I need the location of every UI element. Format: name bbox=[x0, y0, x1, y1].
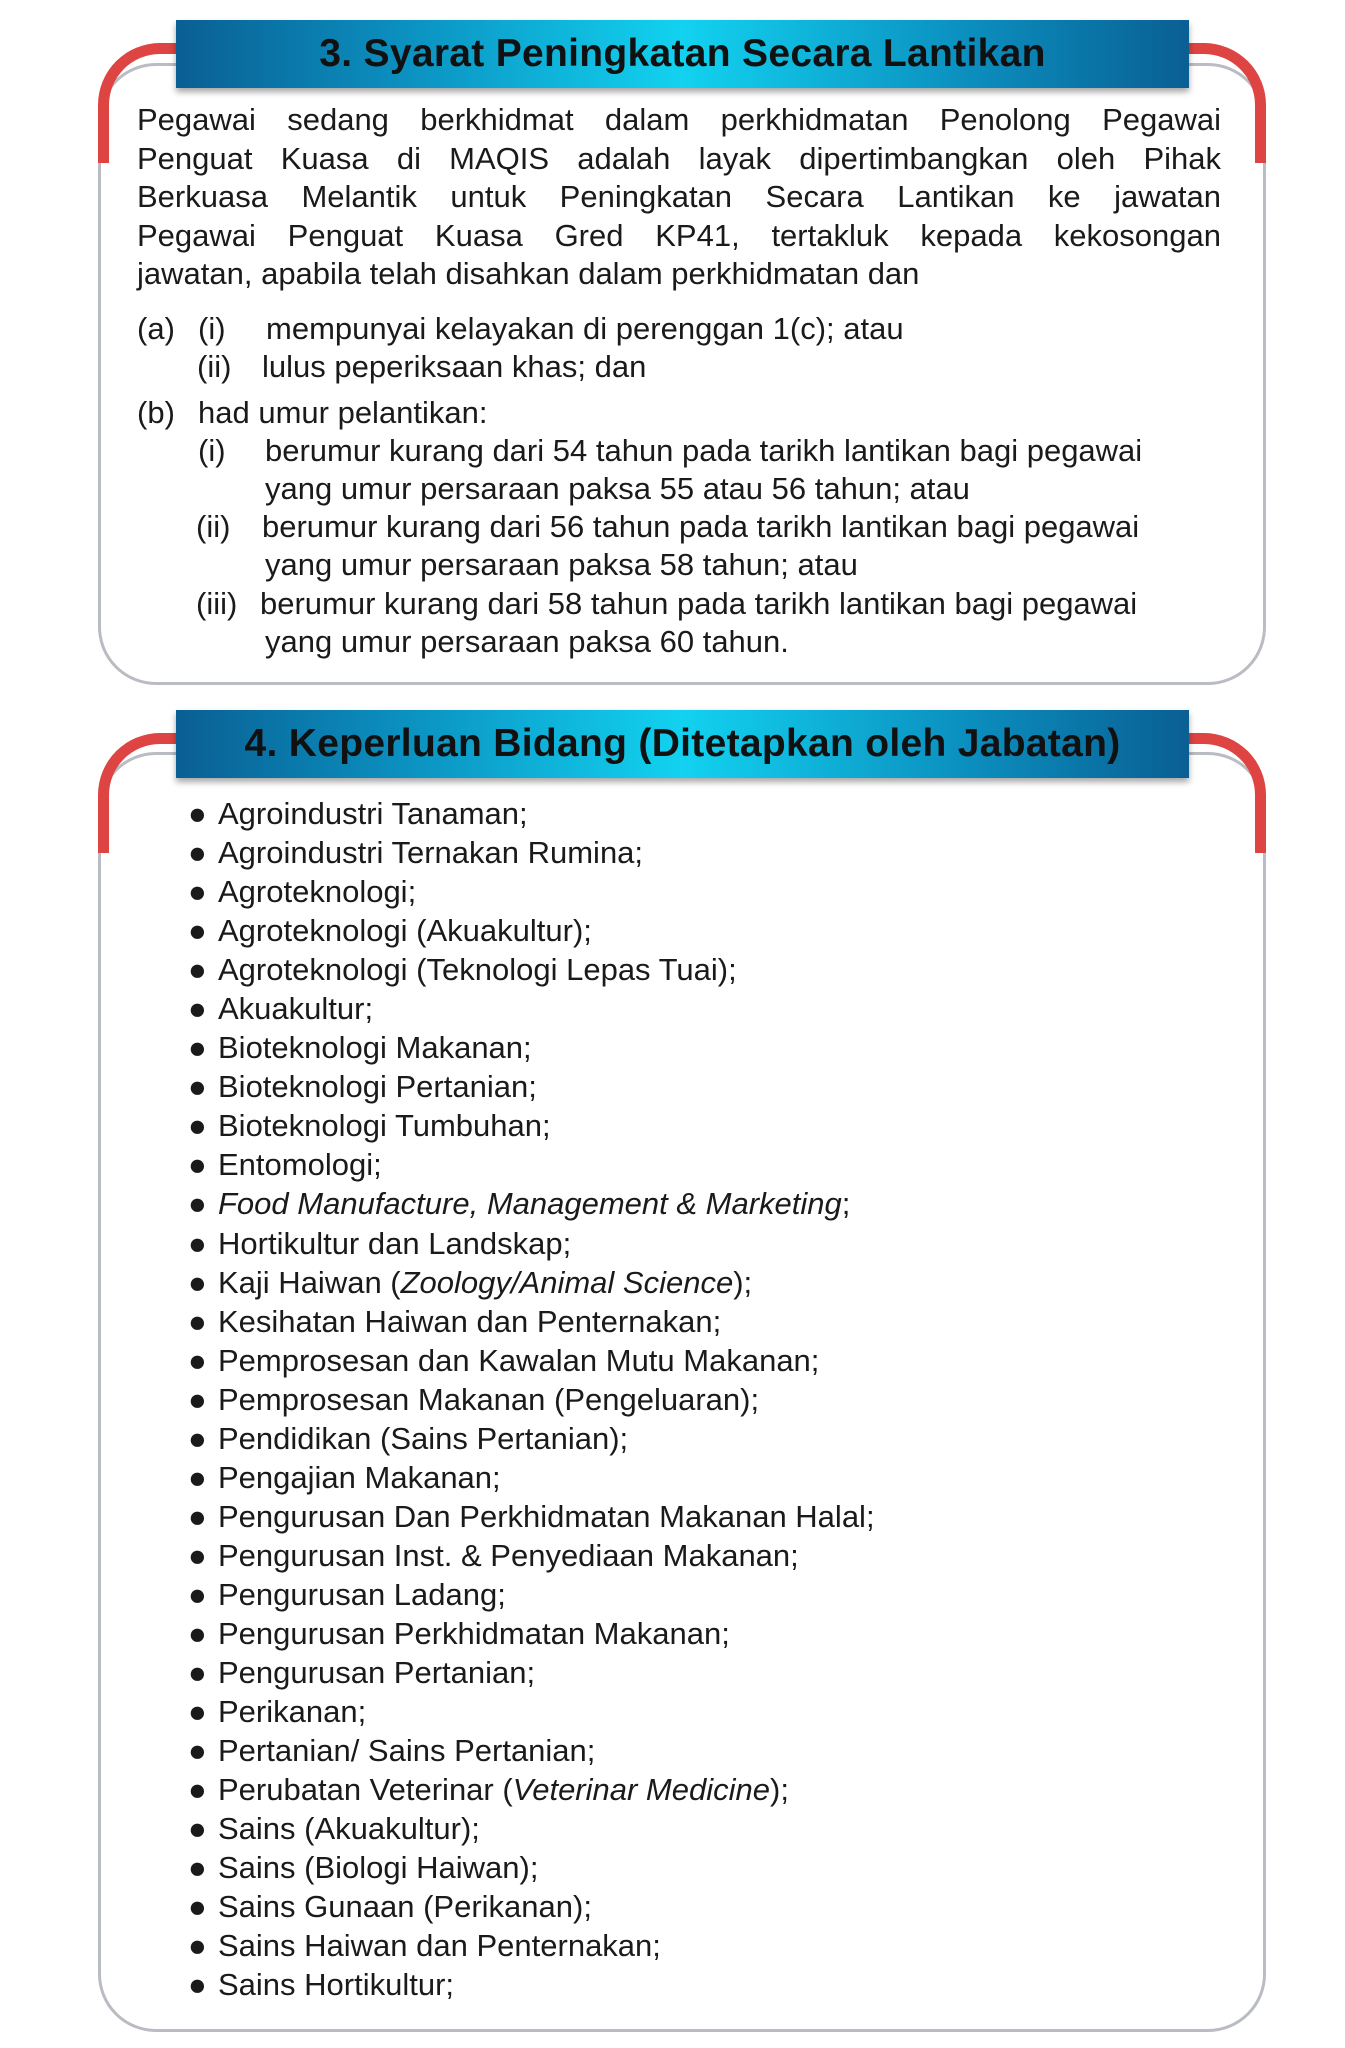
list-item-label: Pengurusan Pertanian; bbox=[218, 1655, 536, 1691]
intro-line: Pegawai sedang berkhidmat dalam perkhidmatan Penolong Pegawai bbox=[137, 102, 1221, 137]
list-item bbox=[188, 1106, 875, 1145]
list-item-label: Kesihatan Haiwan dan Penternakan; bbox=[218, 1303, 722, 1339]
section-3-intro bbox=[137, 101, 1221, 294]
bullet-icon: ● bbox=[188, 1655, 207, 1691]
clause-a-i-text: mempunyai kelayakan di perenggan 1(c); atau bbox=[266, 311, 904, 346]
clause-b-ii-label: (ii) bbox=[196, 509, 231, 544]
list-item bbox=[188, 1145, 875, 1184]
list-item bbox=[188, 794, 875, 833]
bullet-icon: ● bbox=[188, 1030, 207, 1066]
list-item bbox=[188, 1887, 875, 1926]
list-item-label: Pertanian/ Sains Pertanian; bbox=[218, 1733, 596, 1769]
list-item bbox=[188, 950, 875, 989]
list-item-label: Bioteknologi Tumbuhan; bbox=[218, 1108, 551, 1144]
list-item-label: Food Manufacture, Management & Marketing; bbox=[218, 1186, 851, 1222]
list-item-label: Perikanan; bbox=[218, 1694, 367, 1730]
clause-a-label: (a) bbox=[137, 311, 175, 346]
field-requirements-list bbox=[188, 794, 875, 2004]
list-item bbox=[188, 1341, 875, 1380]
list-item bbox=[188, 1692, 875, 1731]
section-3-title: 3. Syarat Peningkatan Secara Lantikan bbox=[176, 20, 1189, 88]
list-item bbox=[188, 989, 875, 1028]
list-item-label: Agroindustri Tanaman; bbox=[218, 796, 528, 831]
list-item bbox=[188, 1497, 875, 1536]
list-item-label: Pengurusan Ladang; bbox=[218, 1576, 506, 1612]
list-item-label: Bioteknologi Makanan; bbox=[218, 1030, 532, 1066]
list-item bbox=[188, 1067, 875, 1106]
bullet-icon: ● bbox=[188, 835, 207, 871]
list-item-label: Agroteknologi; bbox=[218, 874, 417, 910]
list-item bbox=[188, 1302, 875, 1341]
list-item bbox=[188, 1380, 875, 1419]
list-item bbox=[188, 1028, 875, 1067]
list-item bbox=[188, 1770, 875, 1809]
list-item-label: Pengurusan Dan Perkhidmatan Makanan Halal; bbox=[218, 1498, 875, 1534]
list-item bbox=[188, 833, 875, 872]
clause-b-label: (b) bbox=[137, 395, 175, 430]
bullet-icon: ● bbox=[188, 1928, 207, 1964]
clause-b-iii-line2: yang umur persaraan paksa 60 tahun. bbox=[265, 624, 789, 659]
list-item-label: Akuakultur; bbox=[218, 991, 374, 1027]
clause-b-iii-label: (iii) bbox=[196, 586, 238, 621]
clause-a-ii-text: lulus peperiksaan khas; dan bbox=[262, 349, 647, 384]
bullet-icon: ● bbox=[188, 1576, 207, 1612]
bullet-icon: ● bbox=[188, 874, 207, 910]
list-item bbox=[188, 1419, 875, 1458]
list-item-label: Pengurusan Inst. & Penyediaan Makanan; bbox=[218, 1537, 799, 1573]
list-item-label: Sains Gunaan (Perikanan); bbox=[218, 1889, 592, 1925]
clause-b-iii-line1: berumur kurang dari 58 tahun pada tarikh lantikan bagi pegawai bbox=[260, 586, 1138, 621]
list-item bbox=[188, 1184, 875, 1223]
clause-b-i-line2: yang umur persaraan paksa 55 atau 56 tahun; atau bbox=[265, 471, 970, 506]
list-item bbox=[188, 872, 875, 911]
list-item bbox=[188, 1848, 875, 1887]
list-item-label: Bioteknologi Pertanian; bbox=[218, 1069, 537, 1105]
list-item bbox=[188, 1575, 875, 1614]
bullet-icon: ● bbox=[188, 1303, 207, 1339]
intro-line: Berkuasa Melantik untuk Peningkatan Secara Lantikan ke jawatan bbox=[137, 179, 1221, 214]
bullet-icon: ● bbox=[188, 1967, 207, 2003]
bullet-icon: ● bbox=[188, 1459, 207, 1495]
bullet-icon: ● bbox=[188, 952, 207, 988]
list-item-label: Sains Haiwan dan Penternakan; bbox=[218, 1928, 661, 1964]
bullet-icon: ● bbox=[188, 1889, 207, 1925]
intro-line: Pegawai Penguat Kuasa Gred KP41, tertakluk kepada kekosongan bbox=[137, 217, 1221, 253]
clause-b-i-line1: berumur kurang dari 54 tahun pada tarikh lantikan bagi pegawai bbox=[265, 433, 1143, 468]
intro-line: jawatan, apabila telah disahkan dalam perkhidmatan dan bbox=[137, 256, 920, 291]
bullet-icon: ● bbox=[188, 1615, 207, 1651]
clause-a-i-label: (i) bbox=[198, 311, 226, 346]
list-item bbox=[188, 911, 875, 950]
bullet-icon: ● bbox=[188, 1225, 207, 1261]
list-item bbox=[188, 1809, 875, 1848]
clause-a-ii-label: (ii) bbox=[197, 349, 232, 384]
bullet-icon: ● bbox=[188, 1342, 207, 1378]
bullet-icon: ● bbox=[188, 796, 207, 831]
list-item bbox=[188, 1653, 875, 1692]
list-item bbox=[188, 1614, 875, 1653]
bullet-icon: ● bbox=[188, 1108, 207, 1144]
clause-b-text: had umur pelantikan: bbox=[198, 395, 488, 430]
list-item-label: Hortikultur dan Landskap; bbox=[218, 1225, 572, 1261]
list-item-label: Sains (Biologi Haiwan); bbox=[218, 1850, 539, 1886]
bullet-icon: ● bbox=[188, 1186, 207, 1222]
list-item-label: Pendidikan (Sains Pertanian); bbox=[218, 1420, 629, 1456]
bullet-icon: ● bbox=[188, 913, 207, 949]
list-item-label: Agroteknologi (Akuakultur); bbox=[218, 913, 592, 949]
list-item bbox=[188, 1224, 875, 1263]
bullet-icon: ● bbox=[188, 1420, 207, 1456]
bullet-icon: ● bbox=[188, 1694, 207, 1730]
bullet-icon: ● bbox=[188, 1264, 207, 1300]
bullet-icon: ● bbox=[188, 1850, 207, 1886]
bullet-icon: ● bbox=[188, 1147, 207, 1183]
list-item bbox=[188, 1965, 875, 2004]
list-item-label: Agroteknologi (Teknologi Lepas Tuai); bbox=[218, 952, 737, 988]
list-item bbox=[188, 1536, 875, 1575]
clause-b-i-label: (i) bbox=[198, 433, 226, 468]
list-item-label: Agroindustri Ternakan Rumina; bbox=[218, 835, 644, 871]
bullet-icon: ● bbox=[188, 1811, 207, 1847]
list-item-label: Pengurusan Perkhidmatan Makanan; bbox=[218, 1615, 730, 1651]
list-item-label: Pemprosesan dan Kawalan Mutu Makanan; bbox=[218, 1342, 820, 1378]
list-item-label: Perubatan Veterinar (Veterinar Medicine); bbox=[218, 1772, 789, 1808]
bullet-icon: ● bbox=[188, 1733, 207, 1769]
list-item bbox=[188, 1926, 875, 1965]
list-item bbox=[188, 1263, 875, 1302]
bullet-icon: ● bbox=[188, 991, 207, 1027]
list-item bbox=[188, 1731, 875, 1770]
list-item-label: Kaji Haiwan (Zoology/Animal Science); bbox=[218, 1264, 753, 1300]
bullet-icon: ● bbox=[188, 1069, 207, 1105]
clause-b-ii-line2: yang umur persaraan paksa 58 tahun; atau bbox=[265, 547, 858, 582]
bullet-icon: ● bbox=[188, 1772, 207, 1808]
clause-b-ii-line1: berumur kurang dari 56 tahun pada tarikh lantikan bagi pegawai bbox=[262, 509, 1140, 544]
list-item-label: Sains Hortikultur; bbox=[218, 1967, 455, 2003]
bullet-icon: ● bbox=[188, 1381, 207, 1417]
list-item-label: Entomologi; bbox=[218, 1147, 382, 1183]
section-4-title: 4. Keperluan Bidang (Ditetapkan oleh Jabatan) bbox=[176, 710, 1189, 778]
intro-line: Penguat Kuasa di MAQIS adalah layak dipertimbangkan oleh Pihak bbox=[137, 140, 1221, 176]
list-item bbox=[188, 1458, 875, 1497]
list-item-label: Pengajian Makanan; bbox=[218, 1459, 501, 1495]
list-item-label: Sains (Akuakultur); bbox=[218, 1811, 480, 1847]
list-item-label: Pemprosesan Makanan (Pengeluaran); bbox=[218, 1381, 760, 1417]
bullet-icon: ● bbox=[188, 1498, 207, 1534]
bullet-icon: ● bbox=[188, 1537, 207, 1573]
